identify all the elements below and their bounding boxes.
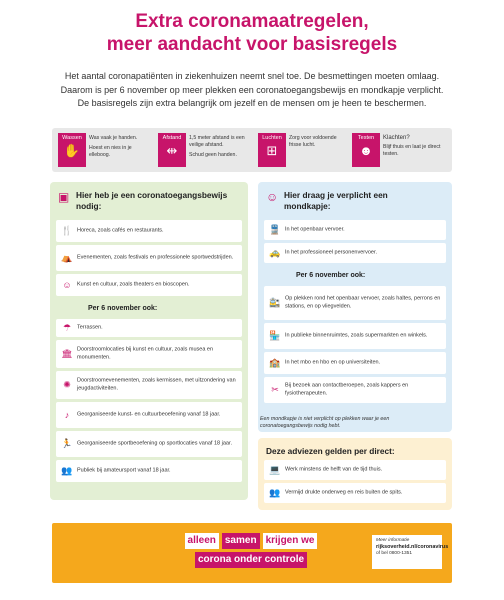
rule-text-2: Blijf thuis en laat je direct testen.: [383, 144, 441, 157]
rule-label: Wassen: [62, 135, 82, 141]
rule-text-1: 1,5 meter afstand is een veilige afstand.: [189, 135, 245, 148]
qr-phone-icon: ▣: [58, 190, 70, 204]
intro-text: [30, 70, 474, 111]
rule-text: [89, 135, 149, 159]
info-phone: of bel 0800-1351: [376, 551, 413, 556]
crowd-icon: 👥: [269, 487, 281, 498]
list-item-text: Op plekken rond het openbaar vervoer, zoals haltes, perrons en stations, en op vliegvelden.: [285, 295, 441, 309]
list-item: [264, 460, 446, 480]
slogan-word: krijgen we: [263, 533, 318, 549]
info-label: Meer informatie: [376, 538, 410, 543]
list-item-text: Evenementen, zoals festivals en professionele sportwedstrijden.: [77, 254, 234, 261]
slogan: [176, 533, 326, 571]
access-pass-panel: [50, 182, 248, 500]
window-icon: ⊞: [266, 143, 278, 158]
title-line-2: meer aandacht voor basisregels: [106, 34, 398, 55]
list-item: [264, 323, 446, 349]
list-item-text: Doorstroomlocaties bij kunst en cultuur, zoals musea en monumenten.: [77, 346, 214, 360]
rule-testen: [352, 133, 442, 167]
info-box: [372, 535, 449, 569]
list-item: [56, 245, 242, 271]
face-mask-panel: [258, 182, 452, 432]
list-item: [56, 340, 242, 368]
person-icon: ☻: [359, 143, 373, 158]
advice-panel: [258, 438, 452, 510]
rule-text-2: Schud geen handen.: [189, 152, 237, 158]
terrace-icon: ☂: [62, 322, 72, 333]
slogan-word: samen: [222, 533, 260, 549]
list-item-text: In het mbo en hbo en op universiteiten.: [285, 359, 381, 366]
audience-icon: 👥: [61, 465, 73, 476]
list-item: [264, 483, 446, 503]
theater-masks-icon: ☺: [62, 280, 72, 290]
music-note-icon: ♪: [64, 410, 70, 420]
list-item-text: Horeca, zoals cafés en restaurants.: [77, 227, 164, 234]
subheading-nov: Per 6 november ook:: [88, 305, 158, 312]
rule-badge: [158, 133, 186, 167]
list-item: [264, 243, 446, 263]
rule-label: Testen: [357, 135, 375, 141]
heading-text: [76, 190, 227, 212]
face-mask-heading: [266, 188, 446, 218]
washing-hands-icon: ✋: [63, 143, 81, 158]
rule-badge: [258, 133, 286, 167]
intro-line-1: Het aantal coronapatiënten in ziekenhuizen neemt snel toe. De besmettingen moeten omlaag.: [64, 71, 440, 81]
heading-line-2: nodig:: [76, 201, 102, 211]
list-item: [56, 402, 242, 428]
heading-line-1: Hier heb je een coronatoegangsbewijs: [76, 190, 228, 200]
title-line-1: Extra coronamaatregelen,: [135, 11, 369, 32]
heading-line-2: mondkapje:: [284, 201, 331, 211]
rule-label: Afstand: [162, 135, 182, 141]
station-icon: 🚉: [269, 297, 281, 308]
list-item: [56, 220, 242, 242]
food-icon: 🍴: [61, 225, 73, 236]
intro-line-3: De basisregels zijn extra belangrijk om jezelf en de mensen om je heen te beschermen.: [77, 98, 427, 108]
intro-line-2: Daarom is per 6 november op meer plekken een coronatoegangsbewijs en mondkapje verplicht.: [60, 84, 444, 95]
access-pass-heading: [58, 188, 238, 218]
basic-rules-strip: [52, 128, 452, 172]
subheading-nov: Per 6 november ook:: [296, 272, 366, 279]
list-item-text: Bij bezoek aan contactberoepen, zoals kappers en fysiotherapeuten.: [285, 382, 409, 396]
face-mask-footnote: [260, 416, 450, 430]
rule-label: Luchten: [262, 135, 282, 141]
footnote-line-2: coronatoegangsbewijs nodig hebt.: [260, 423, 341, 429]
scissors-icon: ✂: [271, 384, 279, 395]
rule-text-1: Was vaak je handen.: [89, 135, 138, 141]
shop-icon: 🏪: [269, 330, 281, 341]
rule-text-1: Klachten?: [383, 135, 410, 141]
list-item: [264, 352, 446, 374]
museum-icon: 🏛: [61, 348, 73, 359]
list-item: [56, 319, 242, 337]
page-title: [0, 10, 504, 56]
list-item: [264, 286, 446, 320]
rule-luchten: [258, 133, 348, 167]
tent-icon: ⛺: [61, 252, 73, 263]
rule-text: [383, 135, 443, 158]
heading-line-1: Hier draag je verplicht een: [284, 190, 388, 200]
distance-icon: ⇹: [166, 143, 178, 158]
rule-afstand: [158, 133, 248, 167]
rule-text: [189, 135, 249, 159]
laptop-icon: 💻: [269, 464, 281, 475]
list-item-text: Werk minstens de helft van de tijd thuis.: [285, 466, 383, 473]
list-item: [264, 377, 446, 403]
list-item: [56, 460, 242, 482]
runner-icon: 🏃: [61, 438, 73, 449]
slogan-line-1: [176, 533, 326, 549]
list-item-text: Georganiseerde kunst- en cultuurbeoefening vanaf 18 jaar.: [77, 411, 221, 418]
list-item: [264, 220, 446, 240]
heading-text: Deze adviezen gelden per direct:: [266, 446, 395, 456]
rule-text-1: Zorg voor voldoende frisse lucht.: [289, 135, 337, 148]
list-item-text: Vermijd drukte onderweg en reis buiten de spits.: [285, 489, 403, 496]
rule-wassen: [58, 133, 148, 167]
list-item-text: In publieke binnenruimtes, zoals supermarkten en winkels.: [285, 332, 428, 339]
slogan-word: corona onder controle: [195, 552, 307, 568]
list-item: [56, 431, 242, 457]
list-item-text: Publiek bij amateursport vanaf 18 jaar.: [77, 467, 171, 474]
list-item-text: In het professioneel personenvervoer.: [285, 249, 378, 256]
heading-text: [284, 190, 388, 212]
info-link[interactable]: rijksoverheid.nl/coronavirus: [376, 544, 449, 550]
face-mask-icon: ☺: [266, 190, 279, 204]
list-item: [56, 274, 242, 296]
rule-badge: [352, 133, 380, 167]
taxi-icon: 🚕: [269, 247, 281, 258]
rule-badge: [58, 133, 86, 167]
list-item-text: In het openbaar vervoer.: [285, 226, 345, 233]
slogan-line-2: [176, 552, 326, 568]
school-icon: 🏫: [269, 357, 281, 368]
advice-heading: [266, 444, 446, 458]
train-icon: 🚆: [269, 224, 281, 235]
footnote-line-1: Een mondkapje is niet verplicht op plekken waar je een: [260, 416, 390, 422]
ferris-wheel-icon: ✺: [63, 379, 71, 390]
list-item-text: Terrassen.: [77, 324, 103, 331]
slogan-word: alleen: [185, 533, 219, 549]
list-item-text: Doorstroomevenementen, zoals kermissen, met uitzondering van jeugdactiviteiten.: [77, 377, 236, 391]
footer-banner: [52, 523, 452, 583]
list-item-text: Georganiseerde sportbeoefening op sportlocaties vanaf 18 jaar.: [77, 440, 233, 447]
list-item-text: Kunst en cultuur, zoals theaters en bioscopen.: [77, 281, 190, 288]
list-item: [56, 371, 242, 399]
rule-text: [289, 135, 349, 149]
rule-text-2: Hoest en nies in je elleboog.: [89, 145, 132, 158]
